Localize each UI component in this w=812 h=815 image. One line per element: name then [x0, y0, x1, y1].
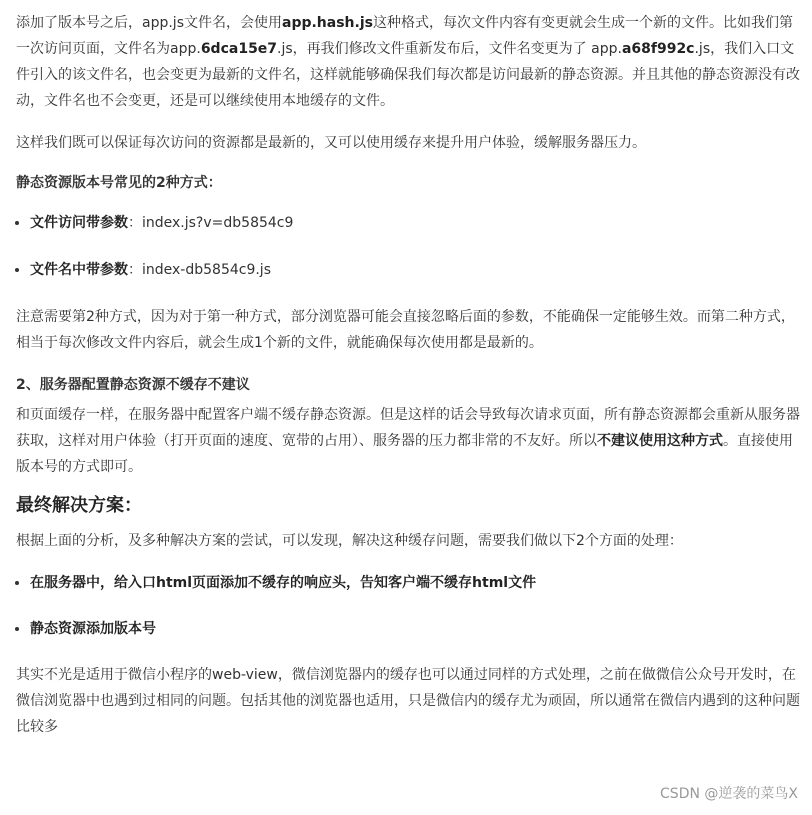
bold-hash-format: app.hash.js: [282, 15, 373, 31]
solution-list: [16, 570, 802, 642]
list-item-filename-param: • 文件名中带参数：index-db5854c9.js: [30, 257, 802, 283]
article-body: [16, 10, 802, 740]
final-solution-heading: 最终解决方案：: [16, 495, 142, 516]
bold-hash-new: a68f992c: [621, 41, 695, 57]
paragraph-benefit: 这样我们既可以保证每次访问的资源都是最新的，又可以使用缓存来提升用户体验，缓解服务器压力。: [16, 135, 646, 151]
bold-not-recommended: 不建议使用这种方式: [597, 433, 723, 449]
paragraph-server-cache: 和页面缓存一样，在服务器中配置客户端不缓存静态资源。但是这样的话会导致每次请求页面，所有静态资源都会重新从服务器获取，这样对用户体验（打开页面的速度、宽带的占用）、服务器的压力都非常的不友好。所以不建议使用这种方式。直接使用版本号的方式即可。: [16, 407, 800, 475]
paragraph-note: 注意需要第2种方式，因为对于第一种方式，部分浏览器可能会直接忽略后面的参数，不能确保一定能够生效。而第二种方式，相当于每次修改文件内容后，就会生成1个新的文件，就能确保每次使用都是最新的。: [16, 309, 795, 351]
version-methods-heading: 静态资源版本号常见的2种方式：: [16, 175, 222, 191]
list-item-version-number: • 静态资源添加版本号: [30, 616, 802, 642]
paragraph-wechat: 其实不光是适用于微信小程序的web-view，微信浏览器内的缓存也可以通过同样的方式处理，之前在做微信公众号开发时，在微信浏览器中也遇到过相同的问题。包括其他的浏览器也适用，只是微信内的缓存尤为顽固，所以通常在微信内遇到的这种问题比较多: [16, 667, 800, 735]
list-item-server-header: • 在服务器中，给入口html页面添加不缓存的响应头，告知客户端不缓存html文件: [30, 570, 802, 596]
bold-hash-old: 6dca15e7: [200, 41, 278, 57]
csdn-watermark: CSDN @逆袭的菜鸟X: [660, 786, 798, 802]
paragraph-version-intro: 添加了版本号之后，app.js文件名，会使用app.hash.js这种格式，每次文件内容有变更就会生成一个新的文件。比如我们第一次访问页面，文件名为app.6dca15e7.js，再我们修改文件重新发布后，文件名变更为了 app.a68f992c.js，我们入口文件引入的该文件名，也会变更为最新的文件名，这样就能够确保我们每次都是访问最新的静态资源。并且其他的静态资源没有改动，文件名也不会变更，还是可以继续使用本地缓存的文件。: [16, 15, 800, 109]
server-cache-heading: 2、服务器配置静态资源不缓存不建议: [16, 377, 250, 393]
list-item-query-param: • 文件访问带参数：index.js?v=db5854c9: [30, 210, 802, 236]
version-methods-list: [16, 210, 802, 283]
paragraph-analysis: 根据上面的分析，及多种解决方案的尝试，可以发现，解决这种缓存问题，需要我们做以下2个方面的处理：: [16, 533, 683, 549]
